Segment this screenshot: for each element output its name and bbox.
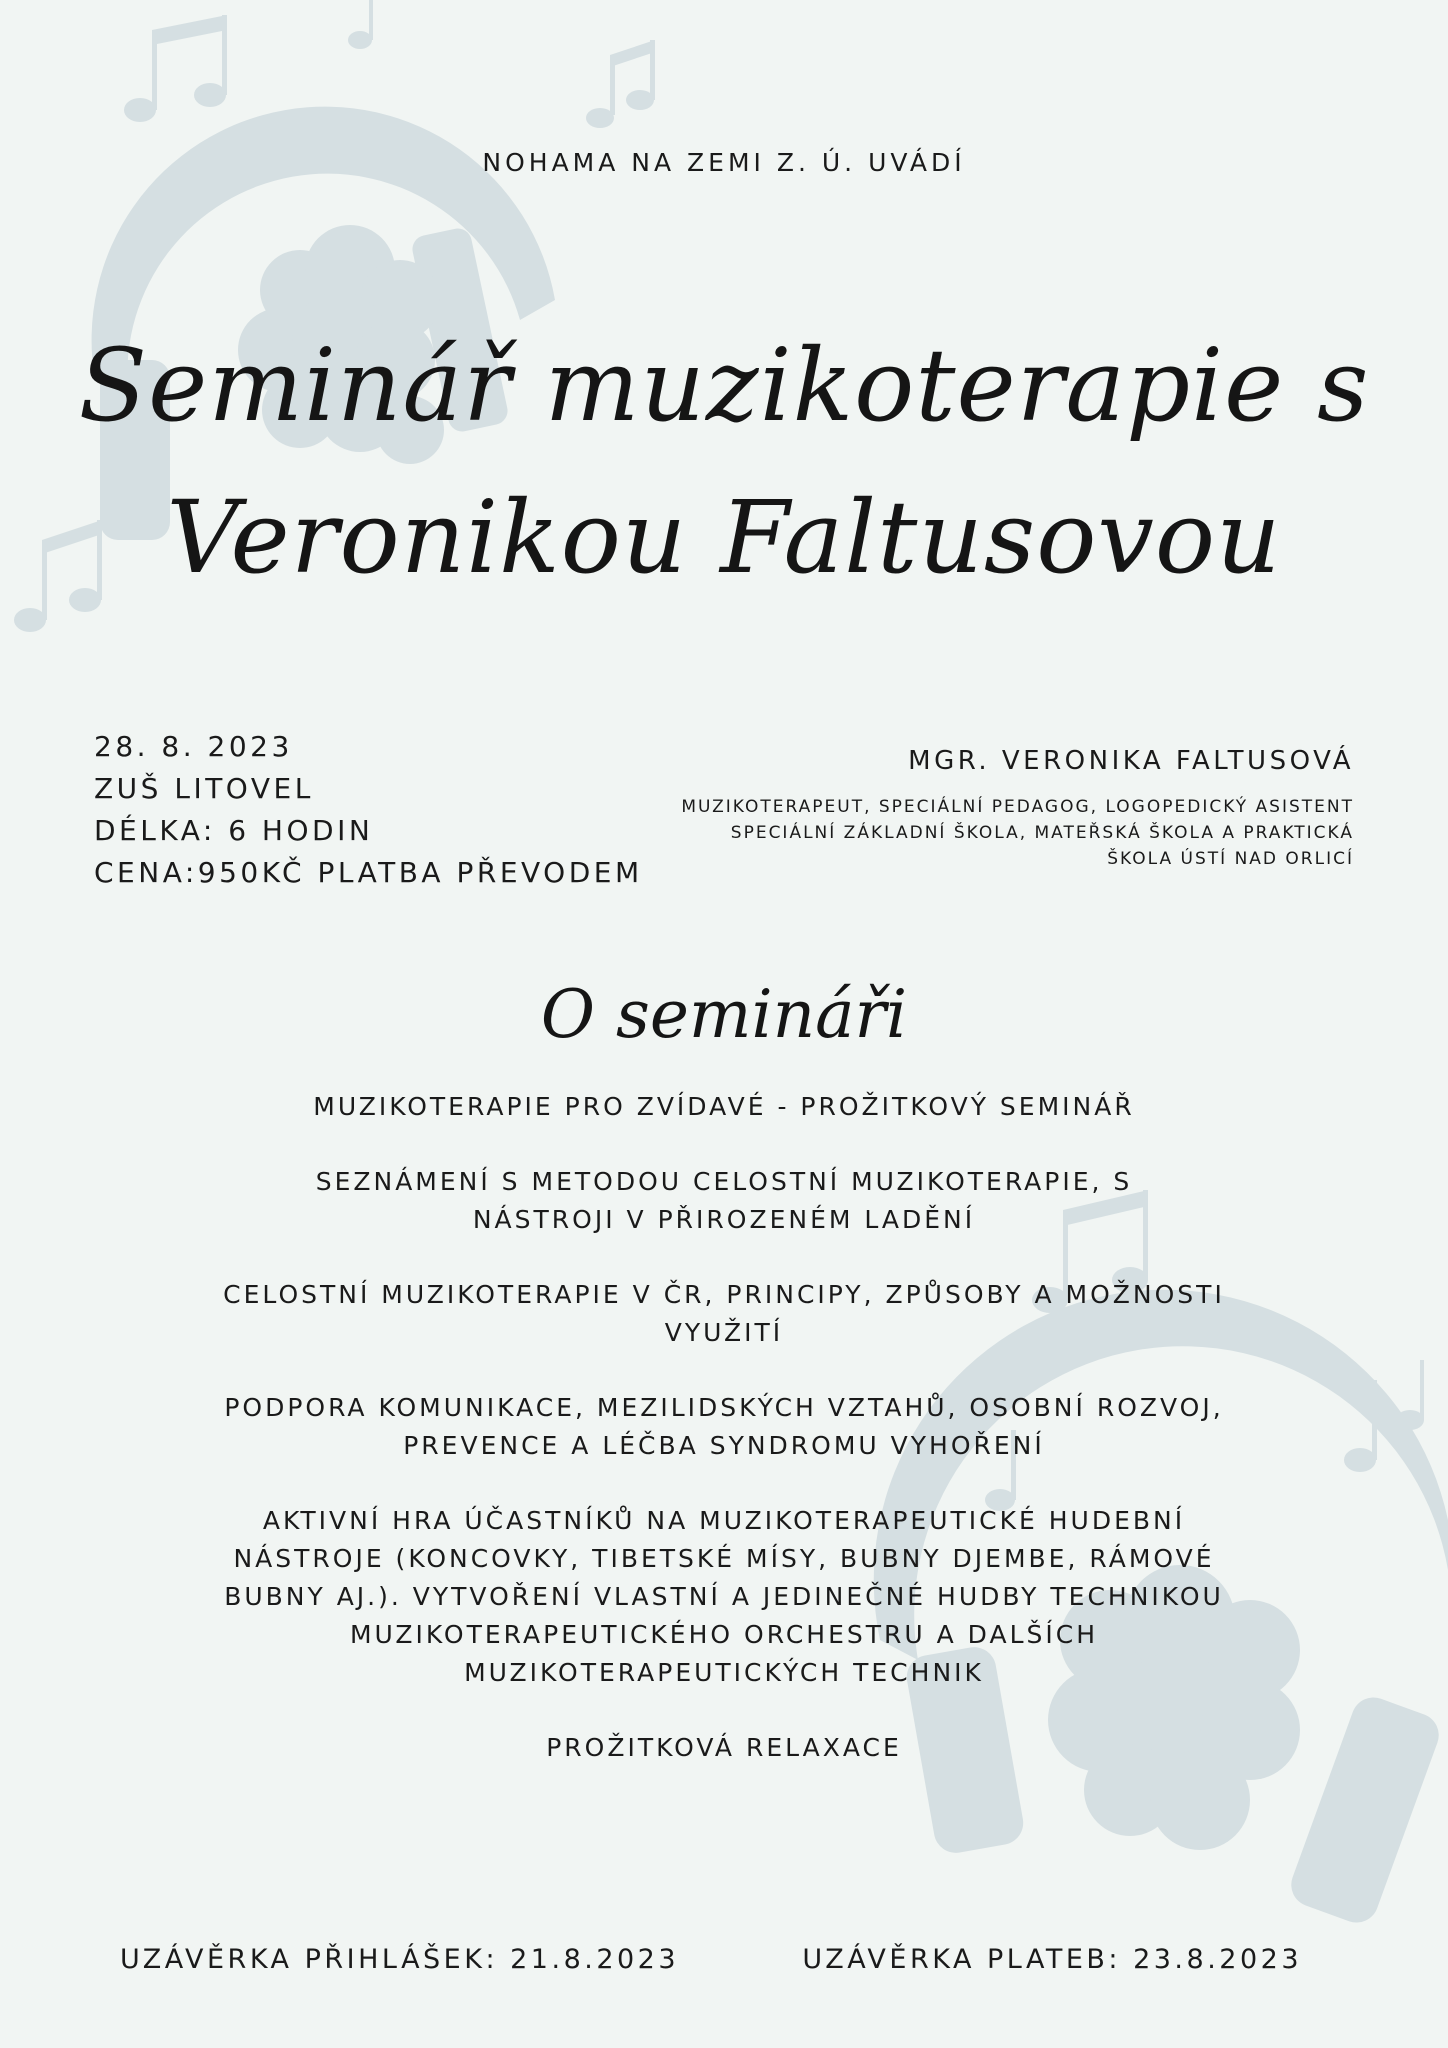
instructor-info [634,746,1354,872]
about-item: PROŽITKOVÁ RELAXACE [546,1733,902,1762]
payment-deadline: UZÁVĚRKA PLATEB: 23.8.2023 [802,1944,1302,1975]
instructor-name: MGR. VERONIKA FALTUSOVÁ [908,746,1354,776]
title-line-2: Veronikou Faltusovou [166,479,1282,596]
about-item: PODPORA KOMUNIKACE, MEZILIDSKÝCH VZTAHŮ, OSOBNÍ ROZVOJ, PREVENCE A LÉČBA SYNDROMU VYHOŘENÍ [224,1393,1224,1460]
about-list [180,1088,1268,1804]
event-price: CENA:950KČ PLATBA PŘEVODEM [94,856,643,889]
event-venue: ZUŠ LITOVEL [94,772,314,805]
instructor-role: MUZIKOTERAPEUT, SPECIÁLNÍ PEDAGOG, LOGOPEDICKÝ ASISTENT [681,797,1354,817]
about-heading: O semináři [540,976,908,1053]
about-item: MUZIKOTERAPIE PRO ZVÍDAVÉ - PROŽITKOVÝ SEMINÁŘ [313,1092,1135,1121]
about-item: SEZNÁMENÍ S METODOU CELOSTNÍ MUZIKOTERAPIE, S NÁSTROJI V PŘIROZENÉM LADĚNÍ [315,1167,1133,1234]
event-date: 28. 8. 2023 [94,730,293,763]
about-item: AKTIVNÍ HRA ÚČASTNÍKŮ NA MUZIKOTERAPEUTICKÉ HUDEBNÍ NÁSTROJE (KONCOVKY, TIBETSKÉ MÍSY, BUBNY DJEMBE, RÁMOVÉ BUBNY AJ.). VYTVOŘENÍ VLASTNÍ A JEDINEČNÉ HUDBY TECHNIKOU MUZIKOTERAPEUTICKÉHO ORCHESTRU A DALŠÍCH MUZIKOTERAPEUTICKÝCH TECHNIK [224,1506,1224,1687]
presenter-line: NOHAMA NA ZEMI Z. Ú. UVÁDÍ [482,148,966,177]
event-info [94,726,643,894]
title-line-1: Seminář muzikoterapie s [78,327,1370,444]
music-note-icon [124,0,655,128]
instructor-school: SPECIÁLNÍ ZÁKLADNÍ ŠKOLA, MATEŘSKÁ ŠKOLA A PRAKTICKÁ ŠKOLA ÚSTÍ NAD ORLICÍ [730,823,1354,869]
page-title [40,310,1408,614]
event-duration: DÉLKA: 6 HODIN [94,814,374,847]
registration-deadline: UZÁVĚRKA PŘIHLÁŠEK: 21.8.2023 [120,1944,680,1975]
about-item: CELOSTNÍ MUZIKOTERAPIE V ČR, PRINCIPY, ZPŮSOBY A MOŽNOSTI VYUŽITÍ [223,1280,1225,1347]
